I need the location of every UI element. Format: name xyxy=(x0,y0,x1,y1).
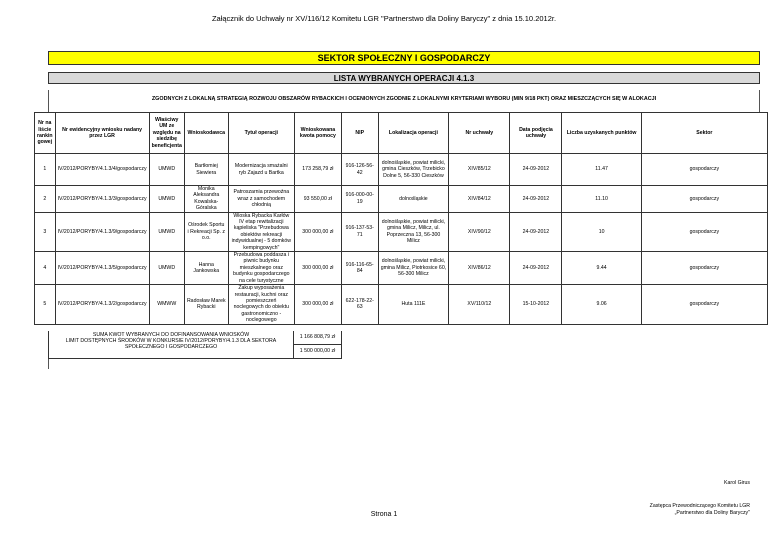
cell-uchwala: XIV/90/12 xyxy=(449,212,510,251)
cell-punkty: 9.06 xyxy=(562,285,641,324)
cell-sektor: gospodarczy xyxy=(641,285,767,324)
cell-kwota: 173 258,79 zł xyxy=(294,154,341,186)
cell-data: 24-09-2012 xyxy=(510,252,562,285)
cell-uchwala: XIV/84/12 xyxy=(449,186,510,213)
cell-tytul: Modernizacja smażalni ryb Zajazd u Bartka xyxy=(228,154,294,186)
table-row xyxy=(35,252,768,285)
column-header: Wnioskodawca xyxy=(184,113,228,154)
cell-nr: 5 xyxy=(35,285,56,324)
cell-um: UMWD xyxy=(149,212,184,251)
cell-sektor: gospodarczy xyxy=(641,252,767,285)
column-header: Lokalizacja operacji xyxy=(378,113,449,154)
cell-punkty: 9.44 xyxy=(562,252,641,285)
summary-labels xyxy=(48,331,294,359)
page-number: Strona 1 xyxy=(370,511,398,518)
table-row xyxy=(35,186,768,213)
cell-data: 24-09-2012 xyxy=(510,212,562,251)
cell-wnioskodawca: Monika Aleksandra Kowalska-Góralska xyxy=(184,186,228,213)
cell-nr: 3 xyxy=(35,212,56,251)
column-header: NIP xyxy=(341,113,378,154)
column-header: Właściwy UM ze względu na siedzibę beneficjenta xyxy=(149,113,184,154)
cell-kwota: 300 000,00 zł xyxy=(294,252,341,285)
table-row xyxy=(35,285,768,324)
cell-tytul: Przebudowa poddasza i piwnic budynku mieszkalnego oraz budynku gospodarczego na cele turystyczne xyxy=(228,252,294,285)
cell-punkty: 11.47 xyxy=(562,154,641,186)
header-note: Załącznik do Uchwały nr XV/116/12 Komitetu LGR "Partnerstwo dla Doliny Baryczy" z dnia 15.10.2012r. xyxy=(211,14,557,23)
limit-value: 1 500 000,00 zł xyxy=(294,345,342,359)
cell-nr: 4 xyxy=(35,252,56,285)
cell-tytul: Zakup wyposażenia restauracji, kuchni oraz pomieszczeń noclegowych do obiektu gastronomiczno - noclegowego xyxy=(228,285,294,324)
frame-line xyxy=(48,359,49,369)
cell-wnioskodawca: Radosław Marek Rybacki xyxy=(184,285,228,324)
cell-lokalizacja: dolnośląskie xyxy=(378,186,449,213)
cell-nr: 2 xyxy=(35,186,56,213)
cell-nip: 622-178-22-63 xyxy=(341,285,378,324)
limit-label: LIMIT DOSTĘPNYCH ŚRODKÓW W KONKURSIE IV/2012/PORYBY/4.1.3 DLA SEKTORA SPOŁECZNEGO I GOSPODARCZEGO xyxy=(65,338,277,351)
column-header: Wnioskowana kwota pomocy xyxy=(294,113,341,154)
table-row xyxy=(35,154,768,186)
sum-value: 1 166 808,79 zł xyxy=(294,331,342,345)
cell-punkty: 10 xyxy=(562,212,641,251)
column-header: Data podjęcia uchwały xyxy=(510,113,562,154)
column-header: Liczba uzyskanych punktów xyxy=(562,113,641,154)
cell-nr: 1 xyxy=(35,154,56,186)
cell-um: UMWD xyxy=(149,252,184,285)
list-subtitle: LISTA WYBRANYCH OPERACJI 4.1.3 xyxy=(48,72,760,84)
column-header: Nr na liście rankin gowej xyxy=(35,113,56,154)
cell-uchwala: XIV/86/12 xyxy=(449,252,510,285)
cell-kwota: 93 550,00 zł xyxy=(294,186,341,213)
cell-sektor: gospodarczy xyxy=(641,212,767,251)
cell-lokalizacja: dolnośląskie, powiat milicki, gmina Cieszków, Trzebicko Dolne 5, 56-330 Cieszków xyxy=(378,154,449,186)
cell-lokalizacja: Huta 111E xyxy=(378,285,449,324)
signature-role: Zastępca Przewodniczącego Komitetu LGR xyxy=(649,503,750,509)
cell-data: 24-09-2012 xyxy=(510,154,562,186)
cell-uchwala: XV/110/12 xyxy=(449,285,510,324)
cell-tytul: Patroszarnia przewoźna wraz z samochodem chłodnią xyxy=(228,186,294,213)
cell-ewid: IV/2012/PORYBY/4.1.3/4/gospodarczy xyxy=(55,154,149,186)
cell-nip: 916-126-56-42 xyxy=(341,154,378,186)
cell-ewid: IV/2012/PORYBY/4.1.3/2/gospodarczy xyxy=(55,285,149,324)
sum-label: SUMA KWOT WYBRANYCH DO DOFINANSOWANIA WNIOSKÓW xyxy=(92,332,250,338)
cell-wnioskodawca: Hanna Jankowska xyxy=(184,252,228,285)
cell-nip: 916-137-53-71 xyxy=(341,212,378,251)
signature-name: Karol Girus xyxy=(724,480,750,486)
description: ZGODNYCH Z LOKALNĄ STRATEGIĄ ROZWOJU OBSZARÓW RYBACKICH I OCENIONYCH ZGODNIE Z LOKALNYMI KRYTERIAMI WYBORU (MIN 9/18 PKT) ORAZ MIESZCZĄCYCH SIĘ W ALOKACJI xyxy=(151,96,657,102)
cell-um: UMWD xyxy=(149,186,184,213)
cell-ewid: IV/2012/PORYBY/4.1.3/5/gospodarczy xyxy=(55,252,149,285)
page-title: SEKTOR SPOŁECZNY I GOSPODARCZY xyxy=(48,51,760,65)
column-header: Tytuł operacji xyxy=(228,113,294,154)
operations-table xyxy=(34,112,768,325)
cell-um: WMWW xyxy=(149,285,184,324)
cell-wnioskodawca: Bartłomiej Siewiera xyxy=(184,154,228,186)
signature-org: „Partnerstwo dla Doliny Baryczy" xyxy=(674,509,750,516)
cell-tytul: Wioska Rybacka Karłów IV etap rewitalizacji kąpieliska "Przebudowa obiektów rekreacji indywidualnej - 5 domków kempingowych" xyxy=(228,212,294,251)
cell-wnioskodawca: Ośrodek Sportu i Rekreacji Sp. z o.o. xyxy=(184,212,228,251)
cell-sektor: gospodarczy xyxy=(641,154,767,186)
table-header-row xyxy=(35,113,768,154)
cell-sektor: gospodarczy xyxy=(641,186,767,213)
cell-kwota: 300 000,00 zł xyxy=(294,212,341,251)
cell-ewid: IV/2012/PORYBY/4.1.3/9/gospodarczy xyxy=(55,212,149,251)
column-header: Nr uchwały xyxy=(449,113,510,154)
cell-nip: 916-000-00-19 xyxy=(341,186,378,213)
cell-punkty: 11.10 xyxy=(562,186,641,213)
cell-nip: 916-116-65-84 xyxy=(341,252,378,285)
cell-lokalizacja: dolnośląskie, powiat milicki, gmina Milicz, Piotrkosice 60, 56-300 Milicz xyxy=(378,252,449,285)
cell-data: 24-09-2012 xyxy=(510,186,562,213)
column-header: Nr ewidencyjny wniosku nadany przez LGR xyxy=(55,113,149,154)
cell-um: UMWD xyxy=(149,154,184,186)
cell-data: 15-10-2012 xyxy=(510,285,562,324)
cell-uchwala: XIV/85/12 xyxy=(449,154,510,186)
table-row xyxy=(35,212,768,251)
cell-kwota: 300 000,00 zł xyxy=(294,285,341,324)
cell-ewid: IV/2012/PORYBY/4.1.3/3/gospodarczy xyxy=(55,186,149,213)
column-header: Sektor xyxy=(641,113,767,154)
cell-lokalizacja: dolnośląskie, powiat milicki, gmina Milicz, Milicz, ul. Poprzeczna 13, 56-300 Milicz xyxy=(378,212,449,251)
